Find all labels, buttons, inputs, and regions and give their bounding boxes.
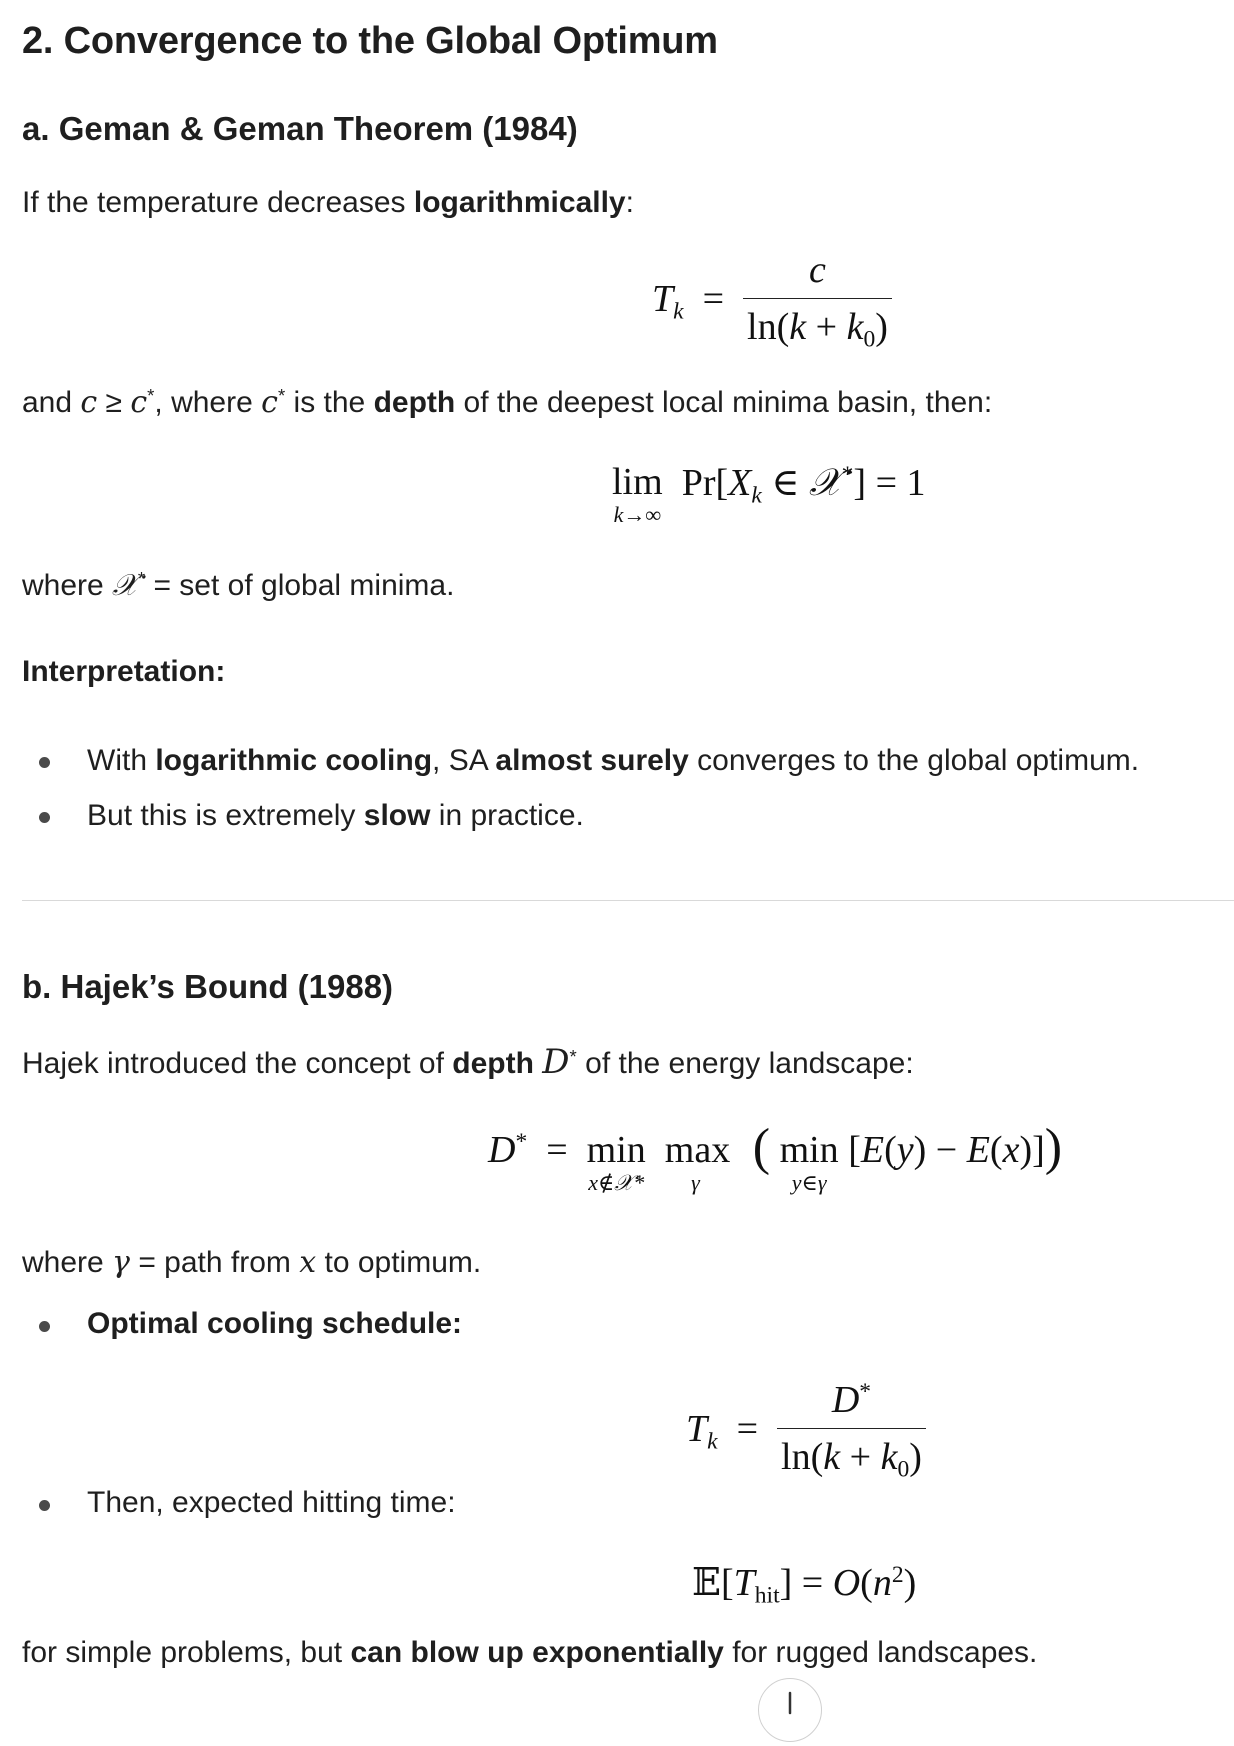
list-item: But this is extremely slow in practice.: [87, 799, 584, 832]
section-a-intro: If the temperature decreases logarithmically:: [22, 186, 634, 219]
bullet-icon: [39, 1321, 50, 1332]
list-item: Optimal cooling schedule:: [87, 1307, 463, 1340]
interpretation-label: Interpretation:: [22, 655, 226, 688]
formula-hitting-time: $𝔼[T_{hit}] = O(n^2)$: [692, 1562, 917, 1609]
bullet-icon: [39, 1500, 50, 1511]
bullet-icon: [39, 757, 50, 768]
section-a-condition: and c ≥ c*, where c* is the depth of the deepest local minima basin, then:: [22, 385, 993, 421]
formula-depth: D* = min x∉𝒳* max γ ( min y∈γ [E(y) − E(x)]): [488, 1119, 1063, 1195]
scroll-down-button[interactable]: [758, 1678, 822, 1742]
list-item: With logarithmic cooling, SA almost surely converges to the global optimum.: [87, 744, 1140, 777]
formula-optimal-schedule: $T_k$ = $\frac{D^*}{\ln(k + k_0)}$: [686, 1378, 926, 1484]
section-a-where: where 𝒳* = set of global minima.: [22, 568, 455, 604]
formula-log-schedule: $T_k$ = $\frac{c}{\ln(k + k_0)}$: [652, 248, 892, 354]
chevron-down-icon: [759, 1679, 821, 1741]
page-title: 2. Convergence to the Global Optimum: [22, 20, 718, 62]
section-b-where: where γ = path from x to optimum.: [22, 1245, 482, 1280]
section-b-conclusion: for simple problems, but can blow up exponentially for rugged landscapes.: [22, 1636, 1038, 1669]
bullet-icon: [39, 812, 50, 823]
section-b-title: b. Hajek’s Bound (1988): [22, 968, 394, 1005]
list-item: Then, expected hitting time:: [87, 1486, 456, 1519]
section-a-title: a. Geman & Geman Theorem (1984): [22, 110, 578, 147]
section-b-intro: Hajek introduced the concept of depth D* of the energy landscape:: [22, 1042, 914, 1082]
formula-limit-probability: lim k→∞ $Pr[X_k$ ∈ 𝒳*] = 1: [612, 461, 926, 527]
section-divider: [22, 900, 1234, 901]
